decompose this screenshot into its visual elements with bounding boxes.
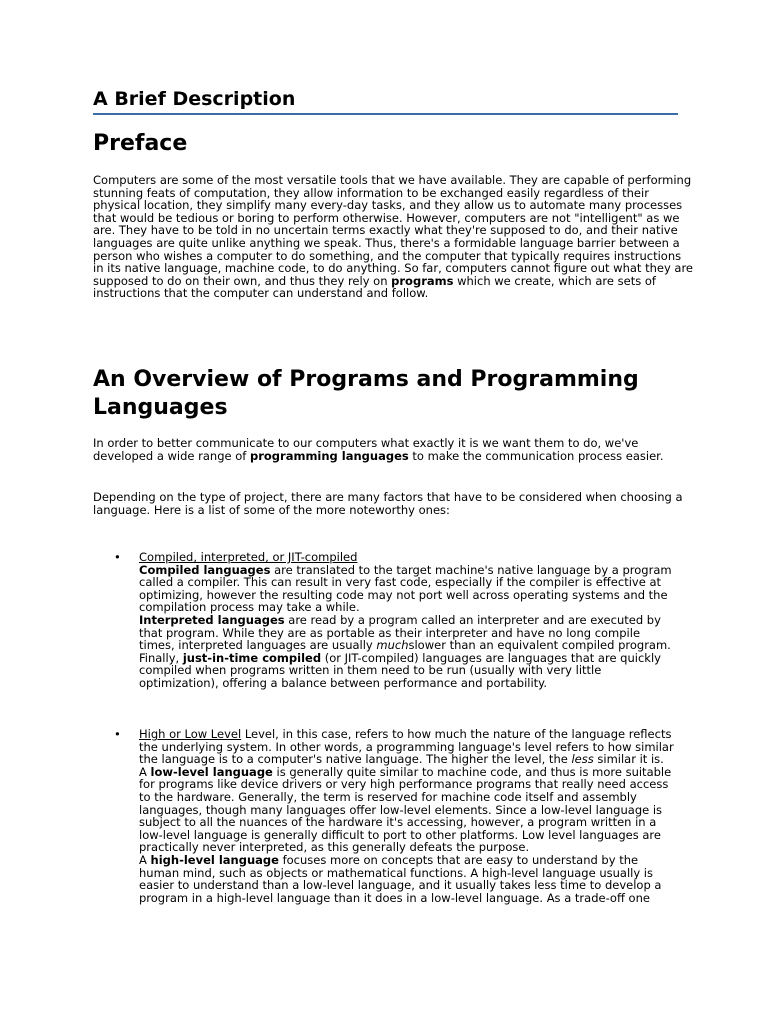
preface-text-b: which we create, which are sets of instructions that the computer can understand and follow. [93, 273, 656, 301]
much-italic: much [376, 638, 409, 653]
interpreted-text-a: are read by a program called an interpreter and are executed by that program. While they are as portable as their interpreter and have no long compile times, interpreted languages are usually [139, 612, 661, 653]
item2-intro [139, 728, 679, 766]
jit-text-a: Finally, [139, 650, 183, 665]
item2-high-level-sentence [139, 854, 679, 904]
jit-compiled-bold: just-in-time compiled [182, 650, 322, 665]
overview-heading: An Overview of Programs and Programming Languages [93, 367, 639, 420]
compiled-text: are translated to the target machine's native language by a program called a compiler. This can result in very fast code, especially if the compiler is effective at optimizing, however the resulting code may not port well across operating systems and the compilation process may take a while. [139, 562, 672, 615]
compiled-languages-bold: Compiled languages [139, 562, 271, 577]
preface-heading: Preface [93, 131, 188, 156]
level-intro-b: similar it is. [593, 752, 664, 767]
overview-p2-text-b: to make the communication process easier. [408, 448, 664, 463]
low-level-language-bold: low-level language [150, 764, 273, 779]
low-a: A [139, 764, 151, 779]
interpreted-languages-bold: Interpreted languages [139, 612, 285, 627]
document-title: A Brief Description [93, 86, 678, 115]
item1-compiled-sentence [139, 564, 679, 614]
jit-text-b: (or JIT-compiled) languages are languages that are quickly compiled when programs written in them need to be run (usually with very little optimization), offering a balance between performance and portability. [139, 650, 661, 690]
less-italic: less [571, 752, 594, 767]
item2-low-level-sentence [139, 766, 679, 854]
preface-paragraph [93, 174, 693, 300]
list-item-compiled [114, 550, 679, 690]
list-item-level [114, 727, 679, 905]
bullet-icon: • [114, 727, 121, 741]
item1-jit-sentence [139, 652, 679, 690]
high-a: A [139, 852, 151, 867]
interpreted-text-b: slower than an equivalent compiled program. [408, 638, 671, 653]
item2-title: High or Low Level [139, 727, 242, 741]
programs-bold: programs [391, 273, 454, 288]
overview-paragraph-1 [93, 437, 693, 462]
bullet-icon: • [114, 550, 121, 564]
overview-p2-text-a: In order to better communicate to our computers what exactly it is we want them to do, we've developed a wide range of [93, 436, 639, 463]
level-intro-a: Level, in this case, refers to how much the nature of the language reflects the underlying system. In other words, a programming language's level refers to how similar the language is to a computer's native language. The higher the level, the [139, 727, 674, 767]
item1-interpreted-sentence [139, 614, 679, 652]
overview-paragraph-2: Depending on the type of project, there are many factors that have to be considered when choosing a language. Here is a list of some of the more noteworthy ones: [93, 490, 683, 517]
low-level-text: is generally quite similar to machine code, and thus is more suitable for programs like device drivers or very high performance programs that really need access to the hardware. Generally, the term is reserved for machine code itself and assembly languages, though many languages offer low-level elements. Since a low-level language is subject to all the nuances of the hardware it's accessing, however, a program written in a low-level language is generally difficult to port to other platforms. Low level languages are practically never interpreted, as this generally defeats the purpose. [139, 764, 672, 855]
high-level-language-bold: high-level language [150, 852, 279, 867]
item1-title: Compiled, interpreted, or JIT-compiled [139, 550, 358, 564]
preface-text-a: Computers are some of the most versatile tools that we have available. They are capable of performing stunning feats of computation, they allow information to be exchanged easily regardless of their physical location, they simplify many every-day tasks, and they allow us to automate many processes that would be tedious or boring to perform otherwise. However, computers are not "intelligent" as we are. They have to be told in no uncertain terms exactly what they're supposed to do, and their native languages are quite unlike anything we speak. Thus, there's a formidable language barrier between a person who wishes a computer to do something, and the computer that typically requires instructions in its native language, machine code, to do anything. So far, computers cannot figure out what they are supposed to do on their own, and thus they rely on [93, 173, 694, 288]
programming-languages-bold: programming languages [250, 448, 409, 463]
high-level-text: focuses more on concepts that are easy to understand by the human mind, such as objects or mathematical functions. A high-level language usually is easier to understand than a low-level language, and it usually takes less time to develop a program in a high-level language than it does in a low-level language. As a trade-off one [139, 852, 662, 905]
